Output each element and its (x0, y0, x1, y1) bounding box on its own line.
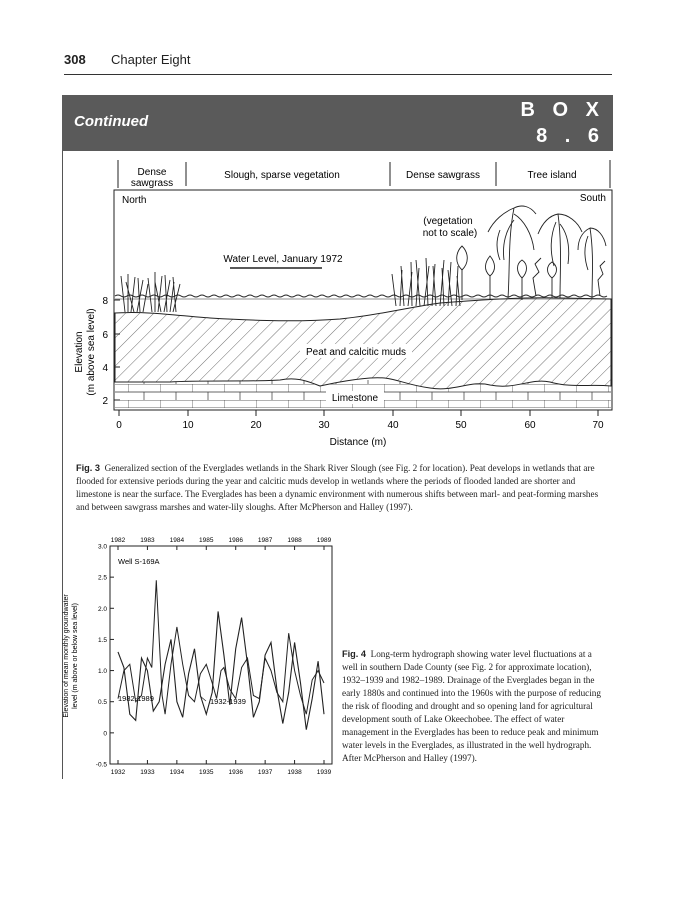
series-label-1932-1939: 1932-1939 (210, 697, 246, 706)
fig4-caption-label: Fig. 4 (342, 649, 366, 659)
hydro-bottom-tick-label: 1932 (110, 769, 126, 776)
x-tick-30: 30 (318, 420, 330, 431)
hydro-top-tick-label: 1986 (228, 537, 243, 544)
hydro-bottom-tick-label: 1936 (228, 769, 243, 776)
hydro-top-tick-label: 1984 (169, 537, 185, 544)
hydro-plot-frame (110, 546, 332, 764)
hydro-top-tick-label: 1985 (199, 537, 214, 544)
zone-dense-sawgrass-1: Dense (137, 167, 167, 178)
hydro-bottom-tick-label: 1935 (199, 769, 214, 776)
hydro-top-tick-label: 1988 (287, 537, 302, 544)
x-tick-0: 0 (116, 420, 122, 431)
hydro-bottom-tick-label: 1938 (287, 769, 302, 776)
hydro-y-tick-label: 0 (103, 730, 107, 738)
hydro-top-tick-label: 1987 (257, 537, 273, 544)
hydro-y-tick-label: 2.5 (97, 574, 107, 582)
fig4-caption-text: Long-term hydrograph showing water level fluctuations at a well in southern Dade County (see Fig. 2 for approximate location), 1932–1939 and 1982–1989. Drainage of the Everglades began in the early 1880s and continued into the 1960s with the purpose of reducing the risk of flooding and drought and so opening land for agricultural development south of Lake Okeechobee. The effect of water management in the Everglades has been to reduce peak and minimum water levels in the Everglades, as illustrated in the well hydrograph. After McPherson and Halley (1997). (342, 649, 601, 763)
hydro-y-tick-label: 1.5 (97, 636, 107, 644)
y-tick-2: 2 (102, 396, 108, 407)
vegetation-note-1: (vegetation (423, 216, 473, 227)
y-tick-4: 4 (102, 363, 108, 374)
peat-label: Peat and calcitic muds (305, 347, 407, 358)
zone-slough: Slough, sparse vegetation (224, 170, 340, 181)
hydro-title: Well S-169A (118, 557, 160, 566)
y-tick-8: 8 (102, 296, 108, 307)
box-continued-label: Continued (74, 113, 149, 130)
hydro-y-axis-label-2: level (m above or below sea level) (72, 603, 79, 709)
y-axis-label-2: (m above sea level) (86, 308, 97, 396)
x-tick-60: 60 (524, 420, 536, 431)
vegetation-note-2: not to scale) (422, 228, 478, 239)
x-tick-70: 70 (592, 420, 604, 431)
hydro-y-tick-label: -0.5 (95, 761, 107, 769)
hydro-y-axis-label-1: Elevation of mean monthly groundwater (63, 594, 70, 718)
south-label: South (579, 193, 606, 204)
hydro-bottom-tick-label: 1934 (169, 769, 185, 776)
hydro-y-tick-label: 2.0 (97, 605, 107, 613)
zone-dense-sawgrass-1-line2: sawgrass (130, 178, 174, 189)
box-label-line2: 8 . 6 (536, 125, 605, 147)
hydro-bottom-tick-label: 1933 (140, 769, 155, 776)
series-label-1982-1989: 1982-1989 (118, 694, 154, 703)
y-axis-label-1: Elevation (74, 331, 85, 373)
box-label-line1: B O X (520, 99, 605, 121)
y-tick-6: 6 (102, 330, 108, 341)
zone-dense-sawgrass-2: Dense sawgrass (406, 170, 480, 181)
fig3-caption-text: Generalized section of the Everglades wetlands in the Shark River Slough (see Fig. 2 for location). Peat develops in wetlands that are flooded for extensive periods during the year and calcitic muds develop in wetlands where the periods of flooded landed are shorter and limestone is near the surface. The Everglades has been a dynamic environment with numerous shifts between marl- and peat-forming marshes and between sawgrass marshes and water-lily sloughs. After McPherson and Halley (1997). (76, 463, 599, 512)
hydro-y-tick-label: 0.5 (97, 699, 107, 707)
hydro-y-tick-label: 3.0 (97, 543, 107, 551)
hydro-top-tick-label: 1983 (140, 537, 155, 544)
x-axis-label: Distance (m) (329, 437, 387, 448)
hydro-bottom-tick-label: 1937 (257, 769, 273, 776)
x-tick-10: 10 (182, 420, 194, 431)
hydro-top-tick-label: 1989 (316, 537, 332, 544)
x-tick-40: 40 (387, 420, 399, 431)
page-number: 308 (64, 52, 86, 67)
hydro-y-tick-label: 1.0 (97, 668, 107, 676)
water-level-label: Water Level, January 1972 (223, 254, 343, 265)
fig4-caption (342, 648, 604, 765)
zone-tree-island: Tree island (527, 170, 577, 181)
chapter-title: Chapter Eight (111, 52, 191, 67)
north-label: North (122, 195, 147, 206)
hydro-bottom-tick-label: 1939 (316, 769, 332, 776)
x-tick-50: 50 (455, 420, 467, 431)
x-tick-20: 20 (250, 420, 262, 431)
fig3-caption-label: Fig. 3 (76, 463, 100, 473)
limestone-label: Limestone (331, 393, 379, 404)
hydro-top-tick-label: 1982 (110, 537, 126, 544)
